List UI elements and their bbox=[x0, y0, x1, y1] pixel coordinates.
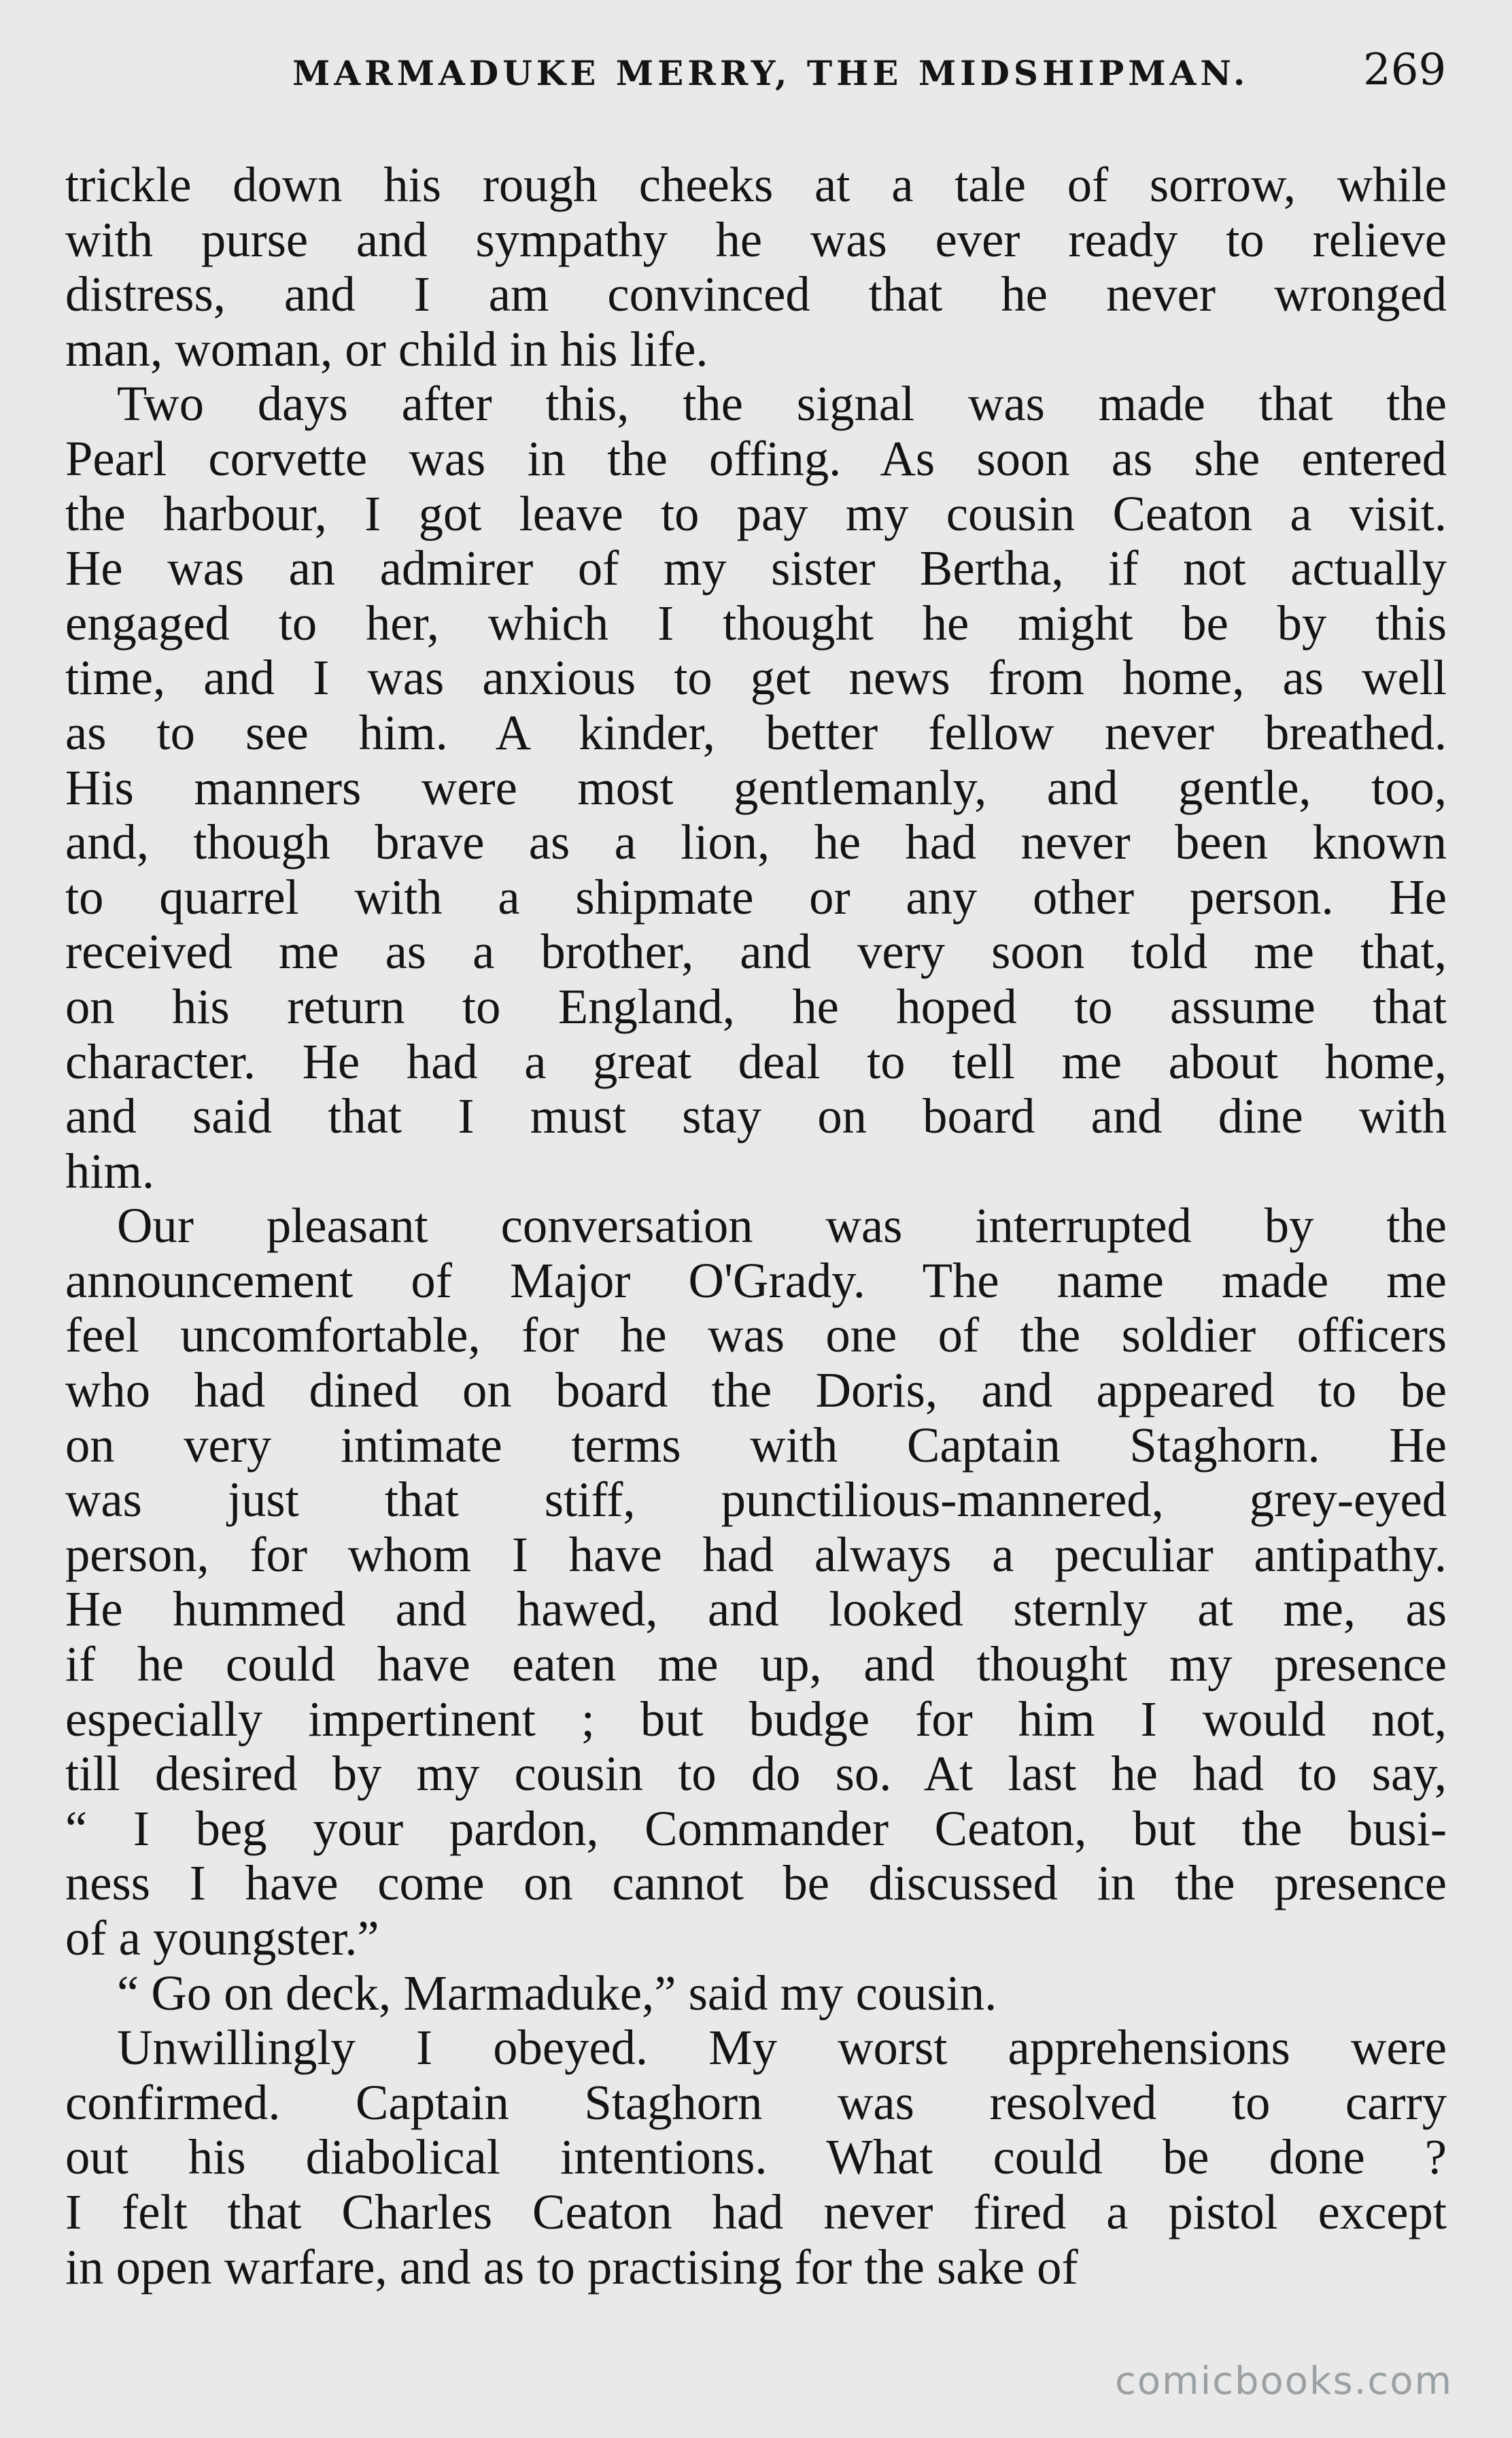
text-line: to quarrel with a shipmate or any other person. He bbox=[65, 869, 1447, 925]
text-line: I felt that Charles Ceaton had never fired a pistol except bbox=[65, 2184, 1447, 2239]
text-line: and, though brave as a lion, he had never been known bbox=[65, 814, 1447, 870]
text-line: Pearl corvette was in the offing. As soon as she entered bbox=[65, 430, 1447, 486]
text-line: Two days after this, the signal was made that the bbox=[117, 376, 1447, 432]
text-line: in open warfare, and as to practising for the sake of bbox=[65, 2239, 1078, 2295]
text-line: with purse and sympathy he was ever ready to relieve bbox=[65, 211, 1447, 267]
text-line: Unwillingly I obeyed. My worst apprehensions were bbox=[117, 2020, 1447, 2076]
running-head: MARMADUKE MERRY, THE MIDSHIPMAN. bbox=[292, 53, 1250, 93]
body-text bbox=[65, 158, 1447, 2295]
paragraph bbox=[65, 158, 1447, 377]
text-line: engaged to her, which I thought he might be by this bbox=[65, 595, 1447, 651]
watermark: comicbooks.com bbox=[1115, 2359, 1454, 2403]
text-line: him. bbox=[65, 1143, 155, 1199]
text-line: if he could have eaten me up, and thought my presence bbox=[65, 1636, 1447, 1692]
text-line: ness I have come on cannot be discussed in the presence bbox=[65, 1855, 1447, 1911]
text-line: who had dined on board the Doris, and appeared to be bbox=[65, 1362, 1447, 1418]
text-line: as to see him. A kinder, better fellow never breathed. bbox=[65, 704, 1447, 760]
paragraph bbox=[65, 2021, 1447, 2295]
text-line: distress, and I am convinced that he never wronged bbox=[65, 267, 1447, 322]
text-line: received me as a brother, and very soon told me that, bbox=[65, 924, 1447, 980]
text-line: He was an admirer of my sister Bertha, if not actually bbox=[65, 540, 1447, 596]
text-line: especially impertinent ; but budge for him I would not, bbox=[65, 1691, 1447, 1747]
text-line: time, and I was anxious to get news from home, as well bbox=[65, 650, 1447, 706]
paragraph bbox=[65, 1199, 1447, 1965]
text-line: “ I beg your pardon, Commander Ceaton, but the busi- bbox=[65, 1800, 1447, 1856]
paragraph bbox=[65, 1966, 1447, 2021]
text-line: Our pleasant conversation was interrupted by the bbox=[117, 1198, 1447, 1254]
text-line: His manners were most gentlemanly, and gentle, too, bbox=[65, 759, 1447, 815]
text-line: till desired by my cousin to do so. At last he had to say, bbox=[65, 1746, 1447, 1802]
text-line: and said that I must stay on board and dine with bbox=[65, 1088, 1447, 1144]
text-line: character. He had a great deal to tell me about home, bbox=[65, 1033, 1447, 1089]
page-number: 269 bbox=[1363, 45, 1447, 95]
text-line: the harbour, I got leave to pay my cousin Ceaton a visit. bbox=[65, 485, 1447, 541]
text-line: man, woman, or child in his life. bbox=[65, 321, 708, 377]
text-line: confirmed. Captain Staghorn was resolved to carry bbox=[65, 2074, 1447, 2130]
paragraph bbox=[65, 377, 1447, 1199]
text-line: was just that stiff, punctilious-mannered, grey-eyed bbox=[65, 1472, 1447, 1528]
text-line: on his return to England, he hoped to assume that bbox=[65, 978, 1447, 1034]
text-line: announcement of Major O'Grady. The name made me bbox=[65, 1252, 1447, 1308]
text-line: on very intimate terms with Captain Staghorn. He bbox=[65, 1417, 1447, 1473]
text-line: trickle down his rough cheeks at a tale of sorrow, while bbox=[65, 157, 1447, 212]
text-line: He hummed and hawed, and looked sternly at me, as bbox=[65, 1581, 1447, 1637]
text-line: feel uncomfortable, for he was one of the soldier officers bbox=[65, 1307, 1447, 1363]
text-line: person, for whom I have had always a peculiar antipathy. bbox=[65, 1526, 1447, 1582]
text-line: “ Go on deck, Marmaduke,” said my cousin. bbox=[117, 1965, 997, 2021]
text-line: of a youngster.” bbox=[65, 1910, 379, 1965]
text-line: out his diabolical intentions. What could be done ? bbox=[65, 2129, 1447, 2185]
